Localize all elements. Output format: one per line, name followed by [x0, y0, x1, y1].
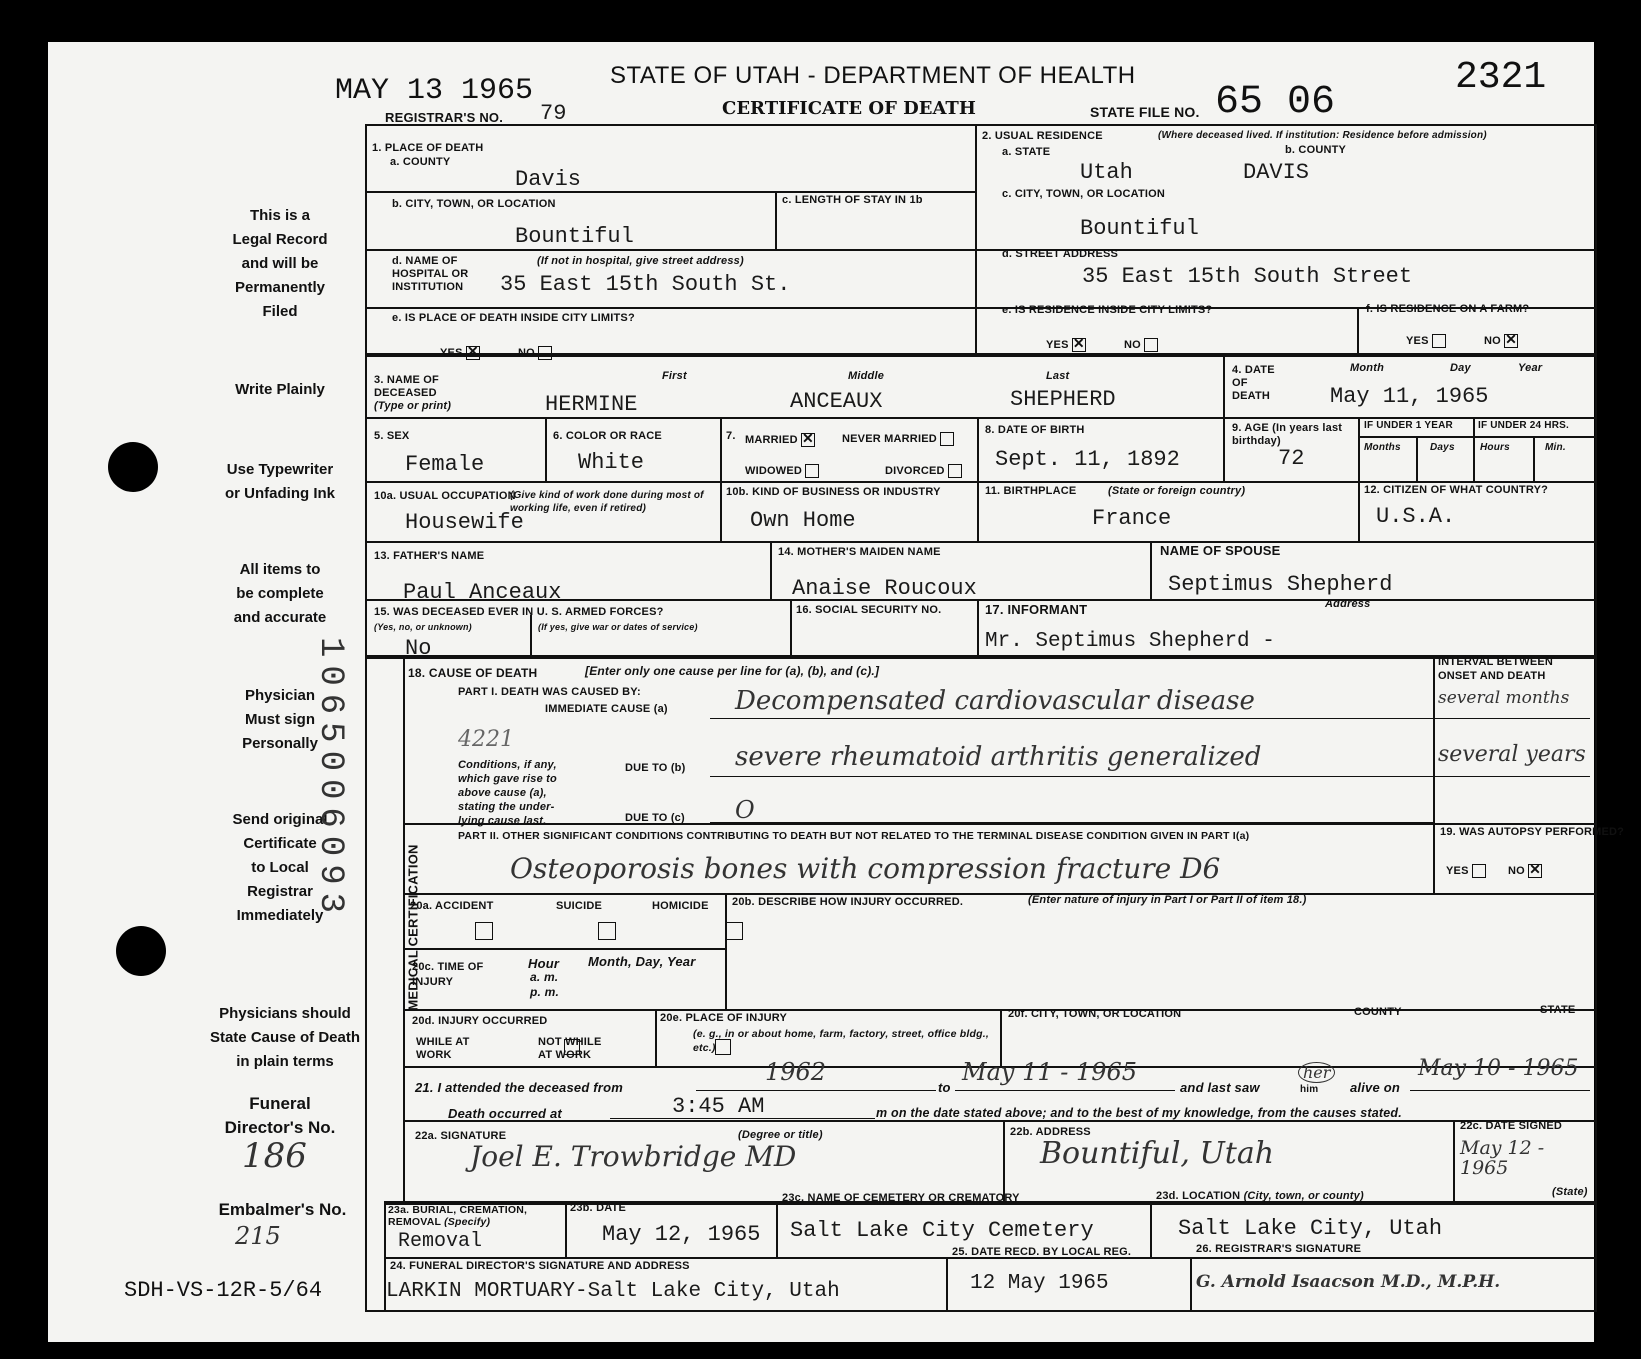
death-occurred-at-label: Death occurred at [448, 1106, 562, 1121]
funeral-director-label: 24. FUNERAL DIRECTOR'S SIGNATURE AND ADDRESS [390, 1260, 690, 1272]
embalmer-number: 215 [235, 1222, 281, 1250]
pronoun-him: him [1300, 1084, 1319, 1095]
conditions-note: Conditions, if any, which gave rise to above cause (a), stating the under- lying cause last. [458, 759, 557, 827]
divorced-option: DIVORCED [885, 464, 962, 478]
physician-address-label: 22b. ADDRESS [1010, 1126, 1091, 1138]
funeral-director-number-label: Funeral Director's No. [224, 1094, 336, 1137]
age-label: 9. AGE (In years last birthday) [1232, 422, 1343, 447]
complete-note: All items to be complete and accurate [233, 561, 327, 626]
armed-forces-sub: (Yes, no, or unknown) [374, 622, 472, 632]
immediate-cause: Decompensated cardiovascular disease [735, 686, 1255, 716]
farm-no-checkbox[interactable] [1504, 334, 1518, 348]
street-address: 35 East 15th South Street [1082, 264, 1413, 289]
mother-name: Anaise Roucoux [792, 576, 977, 601]
injury-state-label: STATE [1540, 1004, 1576, 1016]
never-married-checkbox[interactable] [940, 432, 954, 446]
under-24-hrs-label: IF UNDER 24 HRS. [1478, 420, 1569, 431]
birthplace-note: (State or foreign country) [1108, 485, 1246, 497]
location-label: 23d. LOCATION (City, town, or county) [1156, 1190, 1364, 1202]
date-signed: May 12 - 1965 [1460, 1137, 1545, 1179]
autopsy-no: NO ✕ [1508, 864, 1542, 878]
funeral-director-number: 186 [242, 1136, 307, 1176]
send-original-note: Send original Certificate to Local Registrar Immediately [232, 811, 328, 924]
physician-signature: Joel E. Trowbridge MD [470, 1140, 797, 1173]
immediate-cause-interval: several months [1438, 688, 1570, 708]
place-of-death-label: 1. PLACE OF DEATH [372, 142, 484, 154]
injury-county-label: COUNTY [1354, 1006, 1402, 1018]
res-inside-city-label: e. IS RESIDENCE INSIDE CITY LIMITS? [1002, 304, 1213, 316]
disposition: Removal [398, 1230, 483, 1253]
sex: Female [405, 452, 485, 477]
hospital-label: d. NAME OF HOSPITAL OR INSTITUTION [392, 255, 469, 293]
autopsy-yes-checkbox[interactable] [1472, 864, 1486, 878]
describe-injury-note: (Enter nature of injury in Part I or Part II of item 18.) [1028, 894, 1307, 906]
res-inside-no-checkbox[interactable] [1144, 338, 1158, 352]
date-of-birth: Sept. 11, 1892 [995, 447, 1180, 472]
street-address-label: d. STREET ADDRESS [1002, 248, 1119, 260]
marital-number: 7. [726, 430, 736, 442]
certificate-title: CERTIFICATE OF DEATH [722, 98, 976, 119]
birthplace: France [1092, 506, 1172, 531]
registrar-signature-label: 26. REGISTRAR'S SIGNATURE [1196, 1243, 1362, 1255]
injury-city-label: 20f. CITY, TOWN, OR LOCATION [1008, 1008, 1182, 1020]
attended-label: 21. I attended the deceased from [415, 1080, 623, 1095]
father-name-label: 13. FATHER'S NAME [374, 550, 485, 562]
accident-checkbox[interactable] [475, 922, 493, 940]
homicide-label: HOMICIDE [652, 900, 709, 912]
form-number: SDH-VS-12R-5/64 [124, 1278, 323, 1303]
res-city: Bountiful [1080, 216, 1199, 241]
received-stamp-date: MAY 13 1965 [335, 74, 534, 108]
registrar-number: 79 [540, 101, 567, 126]
res-county-label: b. COUNTY [1285, 144, 1347, 156]
citizen: U.S.A. [1376, 504, 1456, 529]
suicide-checkbox[interactable] [598, 922, 616, 940]
autopsy-no-checkbox[interactable] [1528, 864, 1542, 878]
date-received-label: 25. DATE RECD. BY LOCAL REG. [952, 1246, 1132, 1258]
due-to-c: O [735, 796, 755, 824]
accident-label: 20a. ACCIDENT [410, 900, 494, 912]
deceased-name-label: 3. NAME OF DECEASED (Type or print) [374, 374, 452, 412]
am-label: a. m. [530, 970, 559, 984]
date-received: 12 May 1965 [970, 1272, 1109, 1295]
business-label: 10b. KIND OF BUSINESS OR INDUSTRY [726, 486, 941, 498]
farm-yes: YES [1406, 334, 1446, 348]
city-label: b. CITY, TOWN, OR LOCATION [392, 198, 556, 210]
armed-forces: No [405, 636, 432, 661]
attended-to: May 11 - 1965 [962, 1058, 1138, 1086]
location: Salt Lake City, Utah [1178, 1216, 1443, 1241]
to-label: to [938, 1080, 951, 1095]
citizen-label: 12. CITIZEN OF WHAT COUNTRY? [1364, 484, 1549, 496]
time-of-death: 3:45 AM [672, 1094, 765, 1119]
autopsy-label: 19. WAS AUTOPSY PERFORMED? [1440, 826, 1625, 838]
res-inside-yes-checkbox[interactable] [1072, 338, 1086, 352]
divorced-checkbox[interactable] [948, 464, 962, 478]
registrar-signature: G. Arnold Isaacson M.D., M.P.H. [1196, 1272, 1501, 1292]
married-checkbox[interactable] [801, 433, 815, 447]
place-of-injury-label: 20e. PLACE OF INJURY [660, 1012, 788, 1024]
not-at-work-label: NOT WHILE AT WORK [538, 1036, 602, 1061]
usual-residence-note: (Where deceased lived. If institution: Residence before admission) [1158, 130, 1487, 141]
inside-city-no-checkbox[interactable] [538, 346, 552, 360]
disposition-label: 23a. BURIAL, CREMATION, REMOVAL (Specify) [388, 1204, 528, 1228]
occupation: Housewife [405, 510, 524, 535]
middle-name: ANCEAUX [790, 389, 883, 414]
married-option: MARRIED ✕ [745, 433, 815, 447]
pronoun-her: her [1298, 1062, 1335, 1083]
signature-label: 22a. SIGNATURE [415, 1130, 507, 1142]
coding-stamp: 4221 [458, 727, 514, 752]
res-inside-yes: YES ✕ [1046, 338, 1086, 352]
hospital-note: (If not in hospital, give street address) [537, 255, 744, 267]
cemetery-label: 23c. NAME OF CEMETERY OR CREMATORY [782, 1192, 1020, 1204]
state-file-number: 65 06 [1215, 80, 1336, 125]
state-cause-note: Physicians should State Cause of Death in plain terms [209, 1005, 361, 1070]
cause-of-death-note: [Enter only one cause per line for (a), (b), and (c).] [585, 664, 880, 678]
hours-label: Hours [1480, 442, 1510, 453]
death-city: Bountiful [515, 224, 634, 249]
day-label: Day [1450, 362, 1471, 374]
last-label: Last [1046, 370, 1070, 382]
mother-name-label: 14. MOTHER'S MAIDEN NAME [778, 546, 941, 558]
date-of-death-label: 4. DATE OF DEATH [1232, 364, 1275, 402]
days-label: Days [1430, 442, 1455, 453]
res-inside-no: NO [1124, 338, 1158, 352]
part-2-label: PART II. OTHER SIGNIFICANT CONDITIONS CONTRIBUTING TO DEATH BUT NOT RELATED TO THE TERMINAL DISEASE CONDITION GIVEN IN PART I(a) [458, 830, 1250, 842]
cemetery: Salt Lake City Cemetery [790, 1218, 1094, 1243]
res-county: DAVIS [1243, 160, 1310, 185]
state-file-label: STATE FILE NO. [1090, 104, 1200, 120]
injury-occurred-label: 20d. INJURY OCCURRED [412, 1015, 548, 1027]
race-label: 6. COLOR OR RACE [553, 430, 662, 442]
immediate-cause-label: IMMEDIATE CAUSE (a) [545, 703, 668, 715]
father-name: Paul Anceaux [403, 580, 562, 605]
months-label: Months [1364, 442, 1401, 453]
birthplace-label: 11. BIRTHPLACE [985, 485, 1077, 497]
alive-on-label: alive on [1350, 1080, 1401, 1095]
due-to-c-label: DUE TO (c) [625, 812, 685, 824]
write-plainly-note: Write Plainly [235, 381, 325, 398]
cause-of-death-label: 18. CAUSE OF DEATH [408, 666, 538, 680]
length-of-stay-label: c. LENGTH OF STAY IN 1b [782, 194, 923, 206]
social-security-label: 16. SOCIAL SECURITY NO. [796, 604, 942, 616]
county-label: a. COUNTY [390, 156, 451, 168]
state-note: (State) [1552, 1186, 1588, 1198]
alive-date: May 10 - 1965 [1418, 1056, 1579, 1081]
res-state: Utah [1080, 160, 1133, 185]
inside-city-label: e. IS PLACE OF DEATH INSIDE CITY LIMITS? [392, 312, 635, 324]
never-married-option: NEVER MARRIED [842, 432, 954, 446]
minutes-label: Min. [1545, 442, 1566, 453]
medical-certification-label: MEDICAL CERTIFICATION [405, 844, 421, 1011]
sex-label: 5. SEX [374, 430, 410, 442]
death-county: Davis [515, 167, 582, 192]
due-to-b: severe rheumatoid arthritis generalized [735, 742, 1262, 772]
inside-city-no: NO [518, 346, 552, 360]
degree-label: (Degree or title) [738, 1129, 823, 1141]
year-label: Year [1518, 362, 1543, 374]
usual-residence-label: 2. USUAL RESIDENCE [982, 130, 1103, 142]
inside-city-yes-checkbox[interactable] [466, 346, 480, 360]
place-of-injury-note: (e. g., in or about home, farm, factory, street, office bldg., etc.) [693, 1028, 989, 1054]
farm-yes-checkbox[interactable] [1432, 334, 1446, 348]
pm-label: p. m. [530, 985, 560, 999]
hour-label: Hour [528, 956, 560, 971]
res-city-label: c. CITY, TOWN, OR LOCATION [1002, 188, 1166, 200]
spouse-name-label: NAME OF SPOUSE [1160, 543, 1281, 558]
business: Own Home [750, 508, 856, 533]
physician-sign-note: Physician Must sign Personally [242, 687, 318, 752]
describe-injury-label: 20b. DESCRIBE HOW INJURY OCCURRED. [732, 896, 964, 908]
farm-no: NO ✕ [1484, 334, 1518, 348]
date-of-death: May 11, 1965 [1330, 384, 1489, 409]
registrar-number-label: REGISTRAR'S NO. [385, 110, 504, 125]
armed-forces-label: 15. WAS DECEASED EVER IN U. S. ARMED FORCES? [374, 606, 664, 618]
spouse-name: Septimus Shepherd [1168, 572, 1393, 597]
due-to-b-interval: several years [1438, 742, 1586, 767]
embalmer-number-label: Embalmer's No. [218, 1200, 347, 1219]
while-at-work-label: WHILE AT WORK [416, 1036, 470, 1061]
informant-label: 17. INFORMANT [985, 602, 1088, 617]
hospital-address: 35 East 15th South St. [500, 272, 791, 297]
widowed-checkbox[interactable] [805, 464, 819, 478]
typewriter-note: Use Typewriter or Unfading Ink [225, 461, 335, 502]
month-label: Month [1350, 362, 1384, 374]
middle-label: Middle [848, 370, 885, 382]
informant: Mr. Septimus Shepherd - [985, 630, 1275, 653]
last-name: SHEPHERD [1010, 387, 1116, 412]
suicide-label: SUICIDE [556, 900, 603, 912]
date-signed-label: 22c. DATE SIGNED [1460, 1120, 1563, 1132]
race: White [578, 450, 645, 475]
agency-title: STATE OF UTAH - DEPARTMENT OF HEALTH [610, 62, 1136, 89]
occupation-label: 10a. USUAL OCCUPATION [374, 490, 516, 502]
autopsy-yes: YES [1446, 864, 1486, 878]
first-label: First [662, 370, 687, 382]
punch-hole [108, 442, 158, 492]
last-saw-label: and last saw [1180, 1080, 1260, 1095]
dob-label: 8. DATE OF BIRTH [985, 424, 1085, 436]
vertical-serial-number: 1065006093 [311, 636, 349, 922]
farm-label: f. IS RESIDENCE ON A FARM? [1366, 303, 1530, 315]
under-1-year-label: IF UNDER 1 YEAR [1364, 420, 1453, 431]
month-day-year-label: Month, Day, Year [588, 954, 696, 969]
interval-label: INTERVAL BETWEEN ONSET AND DEATH [1438, 656, 1554, 682]
burial-date: May 12, 1965 [602, 1222, 761, 1247]
due-to-b-label: DUE TO (b) [625, 762, 686, 774]
informant-address-label: Address [1325, 598, 1371, 610]
age: 72 [1278, 446, 1305, 471]
armed-forces-note: (If yes, give war or dates of service) [538, 622, 698, 632]
time-of-injury-label: 20c. TIME OF INJURY [412, 961, 484, 988]
homicide-checkbox[interactable] [725, 922, 743, 940]
res-state-label: a. STATE [1002, 146, 1051, 158]
part-2-conditions: Osteoporosis bones with compression fracture D6 [510, 852, 1221, 885]
corner-number: 2321 [1455, 56, 1547, 99]
widowed-option: WIDOWED [745, 464, 819, 478]
inside-city-yes: YES ✕ [440, 346, 480, 360]
burial-date-label: 23b. DATE [570, 1202, 626, 1214]
attended-from: 1962 [765, 1058, 827, 1086]
funeral-director: LARKIN MORTUARY-Salt Lake City, Utah [386, 1280, 840, 1303]
physician-address: Bountiful, Utah [1040, 1136, 1275, 1171]
occupation-note: (Give kind of work done during most of working life, even if retired) [510, 490, 704, 514]
attestation-statement: m on the date stated above; and to the best of my knowledge, from the causes stated. [876, 1106, 1402, 1120]
legal-record-note: This is a Legal Record and will be Permanently Filed [232, 207, 328, 320]
part-1-label: PART I. DEATH WAS CAUSED BY: [458, 686, 641, 698]
punch-hole [116, 926, 166, 976]
first-name: HERMINE [545, 392, 638, 417]
